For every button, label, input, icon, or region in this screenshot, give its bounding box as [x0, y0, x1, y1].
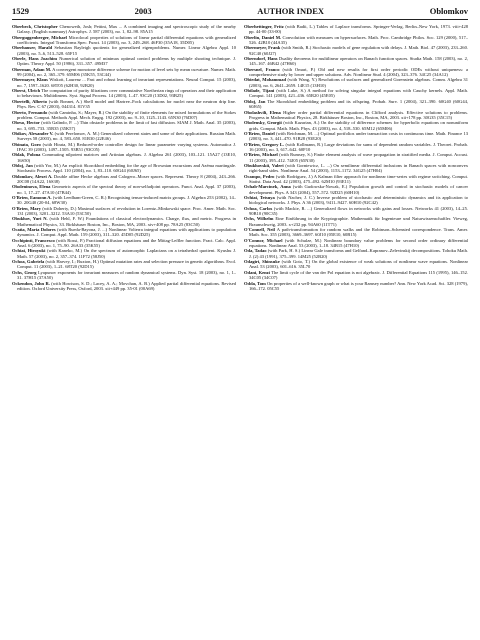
index-entry — [12, 184, 236, 195]
index-entry — [244, 131, 468, 142]
index-entry — [244, 67, 468, 78]
author-name: Oberst, Ulrich — [12, 88, 41, 94]
index-entry — [244, 281, 468, 292]
entry-text: (with Bonnet, A.) Shell model and Hartree–Fock calculations for nuclei near the neutron drip line. Phys. Rev. C 67 (2003), 044314. 81V35 — [17, 98, 236, 110]
author-name: Obermeyer, Frank — [244, 45, 281, 51]
author-name: Obloj, Jan — [244, 98, 266, 104]
index-entry — [12, 142, 236, 153]
author-name: Ochoa, Gabriela — [12, 259, 45, 265]
author-name: Odani, Kenzi — [244, 269, 270, 275]
index-entry — [12, 35, 236, 46]
author-name: Oberguggenberger, Michael — [12, 34, 67, 40]
author-name: Oberto, Fernando — [12, 109, 48, 115]
entry-text: (with Hehl, F. W.) Foundations of classical electrodynamics. Charge, flux, and metric. Progress in Mathematical Physics, 33. Birkhäuser Boston, Inc., Boston, MA, 2003. xiv+408 pp. 78A25 (83C50) — [17, 216, 236, 227]
author-name: Obilade, Tijani — [244, 88, 275, 94]
index-entry — [244, 206, 468, 217]
author-name: O'Brien, Daniel — [244, 130, 275, 136]
entry-text: Commuting nilpotent matrices and Artinian algebras. J. Algebra 261 (2003), 103–121. 15A27 (13E10, 16S50) — [17, 152, 236, 163]
author-name: Ockendon, John R. — [12, 280, 50, 286]
entry-text: Eine Einführung in die Kryptographie. Mathematik für Ingenieure und Naturwissenschaftler. Vieweg, Braunschweig, 2003. x+232 pp. 94A60 (11T71) — [249, 216, 468, 227]
index-entry — [12, 270, 236, 281]
index-entry — [244, 88, 468, 99]
entry-text: (with Rueda-Bayona, J. ...) Nonlinear Volterra integral equations with applications to population dynamics. J. Comput. Appl. Math. 159 (2003), 311–320. 45D05 (92D25) — [17, 227, 236, 238]
author-name: Ochiai, Tetsuya — [244, 195, 275, 200]
index-entry — [12, 281, 236, 292]
entry-text: Duality theorems for multilinear operators on Banach function spaces. Studia Math. 158 (2003), no. 2, 145–167. 46B42 (47H60) — [249, 56, 468, 67]
entry-text: (with Nacher, J. C.) Inverse problem of stochastic and deterministic dynamics and its application to biological networks. J. Phys. A 36 (2003), 9411–9427. 60H10 (92C42) — [249, 195, 468, 206]
entry-text: (with Kazarian, A.) On the stability of difference schemes for hyperbolic equations on nonuniform grids. Comput. Math. Math. Phys. 43 (2003), no. 4, 518–530. 65M12 (65M06) — [249, 120, 468, 131]
entry-text: (with Goto, T.) On the global existence of weak solutions of nonlinear wave equations. Nonlinear Anal. 53 (2003), 601–616. 35L70 — [249, 259, 468, 270]
index-entry — [244, 152, 468, 163]
author-name: Oberman, Adam M. — [12, 66, 52, 72]
entry-text: Wiskott, Laurenz ... Fast and robust learning of invariant representations. Neural Comput. 15 (2003), no. 7, 1597–1620. 68T05 (62H30, 92B20) — [17, 77, 236, 88]
index-entry — [244, 238, 468, 249]
author-name: Obukhovskii, Valeri — [244, 162, 284, 168]
index-entry — [12, 120, 236, 131]
entry-text: Geometric aspects of the spectral theory of non-selfadjoint operators. Funct. Anal. Appl. 37 (2003), no. 1, 17–27. 47A10 (47B44) — [17, 184, 236, 195]
index-entry — [244, 195, 468, 206]
index-entry — [12, 24, 236, 35]
author-name: Ocaña, Maria Dolores — [12, 227, 56, 233]
author-name: Obeso, Hector — [12, 120, 40, 126]
author-name: Obermayer, Klaus — [12, 77, 48, 83]
author-name: Obolensky, Georgii — [244, 120, 282, 126]
entry-text: Lyapunov exponents for invariant measures of random dynamical systems. Dyn. Syst. 18 (2003), no. 1, 1–31. 37H15 (37A50) — [17, 269, 236, 281]
entry-text: (with Harvey, I.; Buxton, H.) Optimal mutation rates and selection pressure in genetic algorithms. Evol. Comput. 11 (2003), 1–21. 68T20 (92D15) — [17, 259, 236, 270]
author-name: Obukhov, Yuri N. — [12, 216, 48, 222]
entry-text: The Skorokhod embedding problem and its offspring. Probab. Surv. 1 (2004), 321–390. 60G40 (60G44, 60J65) — [249, 98, 468, 110]
author-name: Obersnel, Franco — [244, 66, 280, 72]
author-name: Odagiri, Shinsuke — [244, 259, 280, 265]
author-name: Ocampo, Pedro — [244, 173, 275, 179]
entry-text: (with Wang, Y.) Resolutions of surfaces and generalized Gorenstein algebras. Comm. Algebra 31 (2003), no. 6, 2641–2659. 14E15 (13H10) — [249, 77, 468, 88]
entry-text: (with Caminha, S.; Mayer, R.) On the stability of finite elements for mixed formulations of the Stokes problem. Comput. Methods Appl. Mech. Engrg. 192 (2003), no. 9–10, 1125–1143. 65N30 (76D07) — [17, 109, 236, 120]
author-name: Occhipinti, Francesco — [12, 237, 55, 243]
author-name: Obolashvili, Elena — [244, 109, 281, 115]
author-name: Oblomkov, Alexei A. — [12, 173, 53, 179]
author-name: Ochiai, Hiroyuki — [12, 248, 46, 254]
entry-text: Chenoweth, Josh; Pettini, Max ... A combined imaging and spectroscopic study of the nearby Galaxy. (English summary) Astrophys. J. 587 (2003), no. 1, 82–98. 85A15 — [17, 24, 236, 35]
entry-text: (with Howison, S. D.; Lacey, A. A.; Movchan, A. B.) Applied partial differential equations. Revised edition. Oxford University Press, Oxford, 2003. xii+449 pp. 35-01 (00A69) — [17, 280, 236, 291]
index-entry — [12, 238, 236, 249]
entry-text: (with Leedham-Green, C. R.) Recognising tensor-induced matrix groups. J. Algebra 253 (2002), 14–30. 20G40 (20-04, 68W30) — [17, 195, 236, 206]
entry-text: (with Hirata, M.) Reduced-order controller design for linear parameter varying systems. Automatica J. IFAC 39 (2003), 1497–1505. 93B51 (93C05) — [17, 141, 236, 152]
author-name: Oblak, Polona — [12, 152, 41, 158]
index-entry — [244, 248, 468, 259]
index-entry — [244, 110, 468, 121]
author-name: Ochs, Wilhelm — [244, 216, 274, 222]
entry-text: A path-transformation for random walks and the Robinson–Schensted correspondence. Trans. Amer. Math. Soc. 355 (2003), 3669–3697. 60J10 (05E10, 60B15) — [249, 227, 468, 238]
index-entry — [12, 67, 236, 78]
page-header — [12, 6, 468, 20]
index-entry — [12, 174, 236, 185]
entry-text: On properties of a well-known graph or what is your Ramsey number? Ann. New York Acad. Sci. 328 (1979), 166–172. 05C55 — [249, 280, 468, 291]
index-entry — [244, 174, 468, 185]
author-name: Oberhettinger, Fritz — [244, 24, 284, 29]
author-name: Ochab-Marcinek, Anna — [244, 184, 291, 190]
entry-text: A convergent monotone difference scheme for motion of level sets by mean curvature. Numer. Math. 99 (2004), no. 2, 365–379. 65M06 (35K55, 53C44) — [17, 66, 236, 78]
entry-text: (with Kaneko, M.) On the spectrum of automorphic Laplacians on a tetrahedral quotient. Kyushu J. Math. 57 (2003), no. 2, 357–374. 11F72 (58J50) — [17, 248, 236, 259]
index-entry — [244, 270, 468, 281]
author-name: Obloj, Jan — [12, 162, 33, 168]
index-entry — [244, 184, 468, 195]
index-entry — [12, 99, 236, 110]
entry-text: The computation of purity filtrations over commutative Noetherian rings of operators and their application to behaviours. Multidimens. Syst. Signal Process. 14 (2003), 1–47. 93C20 (13D02, 93B25) — [17, 88, 236, 99]
index-entry — [244, 99, 468, 110]
author-name: O'Brien, Eamonn A. — [12, 195, 52, 200]
index-entry — [12, 131, 236, 142]
index-entry — [12, 110, 236, 121]
index-entry — [12, 227, 236, 238]
entry-text: (with Park, H. S.) Linear Gale transforms and Gelfand–Kapranov–Zelevinskij decompositions. Tohoku Math. J. (2) 43 (1991), 375–399. 14M25 (52B20) — [249, 248, 468, 259]
index-entry — [244, 45, 468, 56]
index-entry — [12, 152, 236, 163]
entry-text: (with Rumsey, S.) Finite element analysis of wave propagation in stratified media. J. Comput. Acoust. 11 (2003), 395–412. 74J05 (65N30) — [249, 152, 468, 163]
entry-text: (with Perelomov, A. M.) Generalized coherent states and some of their applications. Russian Math. Surveys 58 (2003), no. 4, 583–650. 81R30 (22E46) — [17, 130, 236, 142]
author-name: Obertelli, Alberto — [12, 98, 47, 104]
index-entry — [12, 206, 236, 217]
entry-text: (with Mackie, R. ...) Generalized flows in networks with gains and losses. Networks 41 (2003), 14–25. 90B10 (90C35) — [249, 205, 468, 217]
right-column — [244, 24, 468, 634]
author-name: O'Brien, Mary — [12, 205, 42, 211]
index-entry — [12, 163, 236, 174]
entry-text: (with Galindo, P. ...) Thin obstacle problems in the limit of fast diffusion. SIAM J. Math. Anal. 35 (2003), no. 3, 695–733. 35R35 (35K57) — [17, 120, 236, 131]
index-entry — [244, 163, 468, 174]
index-entry — [12, 216, 236, 227]
entry-text: (with Luke, S.) A method for solving singular integral equations with Cauchy kernels. Appl. Math. Comput. 141 (2003), 421–436. 65R20 (45E05) — [249, 88, 468, 99]
entry-text: Convolution with measures on hypersurfaces. Math. Proc. Cambridge Philos. Soc. 129 (2000), 517–526. 42B10 (44A35) — [249, 34, 468, 46]
index-entry — [244, 227, 468, 238]
entry-text: (with Yor, M.) An explicit Skorokhod embedding for the age of Brownian excursions and Azéma martingale. Stochastic Process. Appl. 110 (2004), no. 1, 83–110. 60G44 (60J65) — [17, 162, 236, 174]
author-name: Ochoa, Carlos — [244, 205, 273, 211]
author-name: Ochs, Georg — [12, 269, 37, 275]
entry-text: Microlocal properties of solutions of linear partial differential equations with generalized coefficients. Integral Transforms Spec. Funct. 14 (2003), no. 3, 249–268. 46F30 (35A18, 35D05) — [17, 34, 236, 46]
index-entry — [244, 259, 468, 270]
entry-text: (with Gorniewicz, L. ...) On semilinear differential inclusions in Banach spaces with nonconvex right-hand sides. Nonlinear Anal. 54 (2003), 1153–1172. 34G25 (47H04) — [249, 162, 468, 174]
author-name: Oberlin, Daniel M. — [244, 34, 282, 40]
entry-text: Double affine Hecke algebras and Calogero–Moser spaces. Represent. Theory 8 (2004), 243–266. 20C08 (14A22, 16S38) — [17, 173, 236, 184]
header-running-name: Oblomkov — [429, 6, 468, 16]
entry-text: The limit cycle of the van der Pol equation is not algebraic. J. Differential Equations 115 (1995), 146–152. 34C05 (34C07) — [249, 269, 468, 281]
index-columns — [12, 24, 468, 634]
author-name: Oberbeck, Christopher — [12, 24, 58, 29]
index-entry — [12, 195, 236, 206]
index-entry — [244, 35, 468, 46]
index-entry — [244, 142, 468, 153]
entry-text: (with Doherty, D.) Maximal surfaces of revolution in Lorentz–Minkowski space. Proc. Amer. Math. Soc. 131 (2003), 3201–3212. 53A10 (53C50) — [17, 205, 236, 217]
index-entry — [244, 56, 468, 67]
index-entry — [12, 45, 236, 56]
entry-text: (with Omari, P.) Old and new results for first order periodic ODEs without uniqueness: a comprehensive study by lower and upper solutions. Adv. Nonlinear Stud. 4 (2004), 323–376. 34C25 (34A12) — [249, 66, 468, 78]
author-name: Oberndorf, Hans — [244, 56, 278, 62]
entry-text: (with Reichman, M. ...) Optimal portfolios under transaction costs in continuous time. Math. Finance 13 (2003), no. 3, 441–470. 91B28 (93E20) — [249, 130, 468, 142]
index-entry — [244, 120, 468, 131]
entry-text: (with Rodríguez, J.) A Kalman filter approach for nonlinear time-series with regime switching. Comput. Statist. Data Anal. 42 (2003), 475–492. 62M10 (93E11) — [249, 173, 468, 184]
author-name: Oberle, Hans Joachim — [12, 56, 58, 62]
author-name: O'Connell, Neil — [244, 227, 275, 233]
entry-text: (with Badii, L.) Tables of Laplace transforms. Springer-Verlag, Berlin–New York, 1973. viii+428 pp. 44-00 (33-00) — [249, 24, 468, 35]
index-entry — [12, 88, 236, 99]
author-name: O'Brien, Michael — [244, 152, 278, 158]
entry-text: (with Kollmann, R.) Large deviations for sums of dependent random variables. J. Theoret. Probab. 16 (2003), no. 3, 617–642. 60F10 — [249, 141, 468, 152]
index-entry — [244, 77, 468, 88]
entry-text: (with Schulze, M.) Nonlinear boundary value problems for second order ordinary differential equations. Nonlinear Anal. 53 (2003), 1–18. 34B15 (47H10) — [249, 237, 468, 249]
author-name: Oberhauser, Harald — [12, 45, 53, 51]
author-name: O'Connor, Michael — [244, 237, 283, 243]
author-name: Oda, Tadao — [244, 248, 267, 254]
header-year: 2003 — [134, 6, 152, 16]
author-name: Oboleninova, Elena — [12, 184, 51, 190]
index-entry — [12, 77, 236, 88]
author-name: Obiedat, Mohammad — [244, 77, 287, 83]
index-entry — [12, 56, 236, 67]
author-name: Odda, Tom — [244, 280, 266, 286]
entry-text: Higher order partial differential equations in Clifford analysis. Effective solutions to problems. Progress in Mathematical Physics, 28. Birkhäuser Boston, Inc., Boston, MA, 2003. xii+178 pp. 30G35 (35C15) — [249, 109, 468, 120]
entry-text: (with Rossi, P.) Fractional diffusion equations and the Mittag-Leffler function. Fract. Calc. Appl. Anal. 6 (2003), no. 1, 75–90. 26A33 (35K55) — [17, 237, 236, 249]
left-column — [12, 24, 236, 634]
index-entry — [244, 216, 468, 227]
page-number-left: 1529 — [12, 6, 29, 16]
author-name: Obikov, Alexander V. — [12, 130, 54, 136]
index-entry — [244, 24, 468, 35]
author-name: Obinata, Goro — [12, 141, 41, 147]
entry-text: (with Gudowska-Nowak, E.) Population growth and control in stochastic models of cancer development. Phys. A 343 (2004), 557–572. 92D25 (60H10) — [249, 184, 468, 195]
index-entry — [12, 259, 236, 270]
index-entry — [12, 248, 236, 259]
author-name: O'Brien, Gregory L. — [244, 141, 285, 147]
entry-text: Sebastian Rayleigh quotients for generalized eigenproblems. Numer. Linear Algebra Appl. 10 (2003), no. 5–6, 513–528. 65F15 — [17, 45, 236, 56]
entry-text: Numerical solution of minimax optimal control problems by multiple shooting technique. J. Optim. Theory Appl. 50 (1986), 331–357. 49M37 — [17, 56, 236, 67]
header-title: AUTHOR INDEX — [257, 6, 325, 16]
entry-text: (with Smith, R.) Stochastic models of gene regulation with delays. J. Math. Biol. 47 (2003), 233–260. 92C40 (60J27) — [249, 45, 468, 56]
